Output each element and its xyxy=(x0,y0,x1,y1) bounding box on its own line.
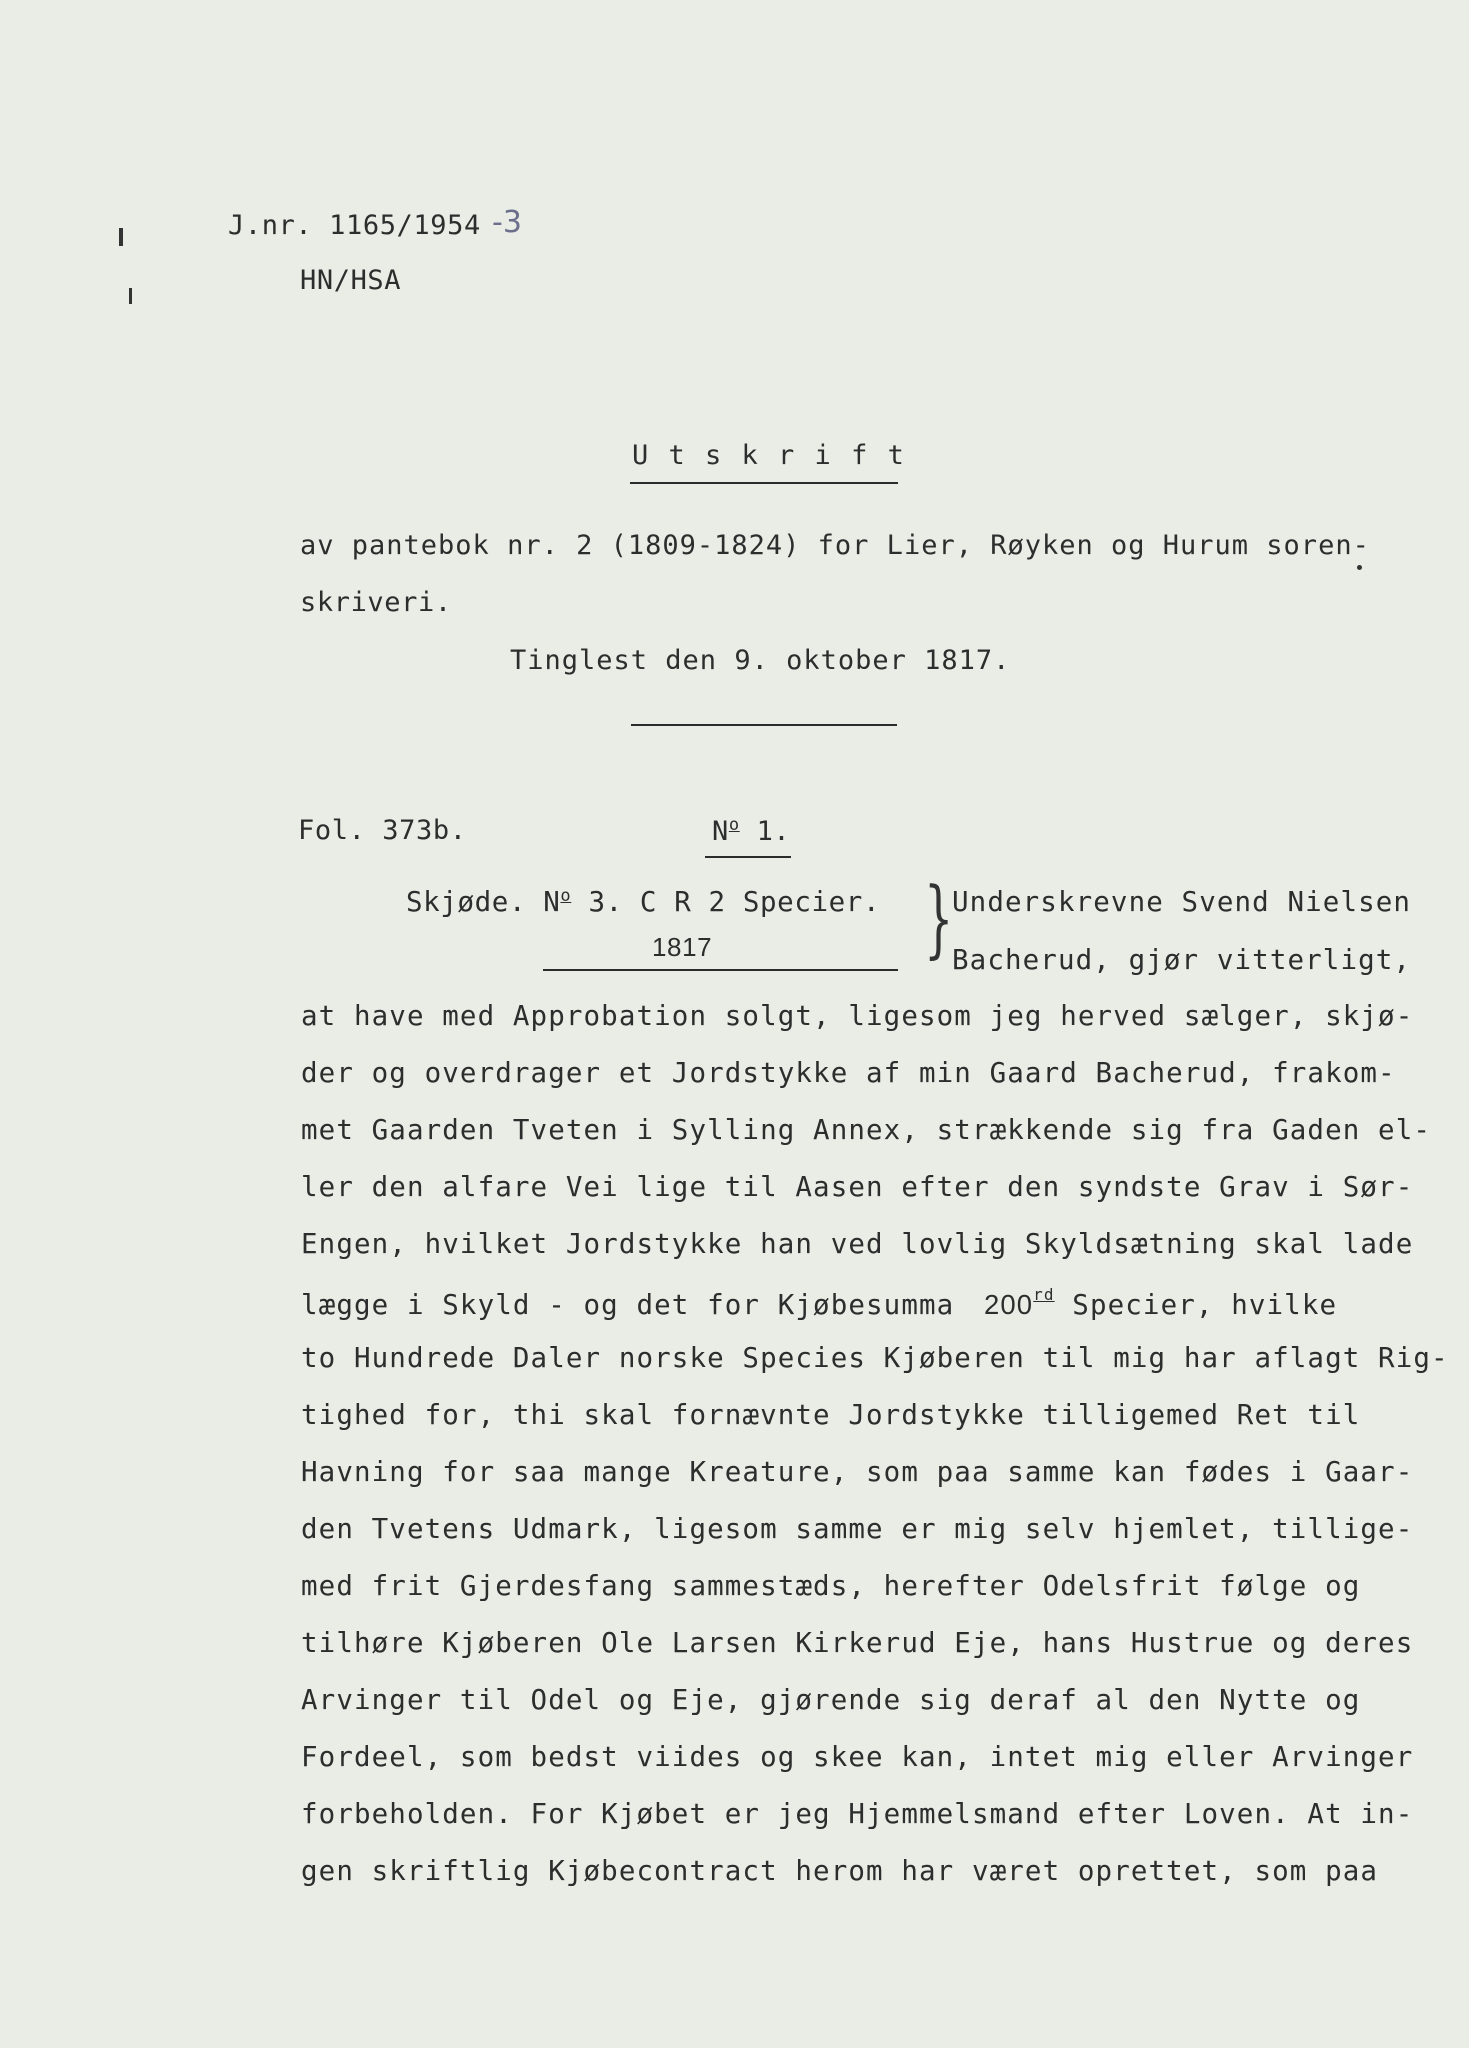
deed-underline xyxy=(543,969,898,971)
amount-value: 200 xyxy=(983,1289,1034,1320)
margin-mark xyxy=(119,228,123,246)
body-line: tilhøre Kjøberen Ole Larsen Kirkerud Eje, hans Hustrue og deres xyxy=(301,1627,1414,1659)
amount-unit-sup: rd xyxy=(1033,1285,1055,1304)
body-line: Engen, hvilket Jordstykke han ved lovlig Skyldsætning skal lade xyxy=(301,1228,1414,1260)
deed-right-line-2: Bacherud, gjør vitterligt, xyxy=(952,944,1412,976)
body-line-amount xyxy=(301,1285,1337,1321)
journal-suffix-handwritten: -3 xyxy=(492,205,522,240)
deed-heading-rest: 3. C R 2 Specier. xyxy=(588,886,881,919)
body-line: to Hundrede Daler norske Species Kjøberen til mig har aflagt Rig- xyxy=(301,1342,1449,1374)
initials: HN/HSA xyxy=(300,265,402,296)
body-line: forbeholden. For Kjøbet er jeg Hjemmelsmand efter Loven. At in- xyxy=(301,1798,1414,1830)
body-line: met Gaarden Tveten i Sylling Annex, strækkende sig fra Gaden el- xyxy=(301,1114,1432,1146)
registered-date: Tinglest den 9. oktober 1817. xyxy=(510,645,1011,676)
body-line: gen skriftlig Kjøbecontract herom har været oprettet, som paa xyxy=(301,1855,1379,1887)
entry-number-prefix: N xyxy=(712,816,729,847)
subtitle-line-1: av pantebok nr. 2 (1809-1824) for Lier, Røyken og Hurum soren- xyxy=(300,530,1370,561)
entry-number xyxy=(712,815,790,847)
amount-after: Specier, hvilke xyxy=(1072,1289,1338,1321)
body-line: ler den alfare Vei lige til Aasen efter den syndste Grav i Sør- xyxy=(301,1171,1414,1203)
curly-brace: } xyxy=(924,869,954,967)
body-line: med frit Gjerdesfang sammestæds, herefter Odelsfrit følge og xyxy=(301,1570,1361,1602)
deed-right-line-1: Underskrevne Svend Nielsen xyxy=(952,886,1412,918)
title-underline xyxy=(630,482,898,484)
margin-mark xyxy=(129,288,132,304)
page-title: U t s k r i f t xyxy=(632,440,906,471)
entry-number-sup: o xyxy=(728,815,740,835)
body-line: Fordeel, som bedst viides og skee kan, intet mig eller Arvinger xyxy=(301,1741,1414,1773)
amount-before: lægge i Skyld - og det for Kjøbesumma xyxy=(301,1289,955,1321)
entry-number-value: 1. xyxy=(756,816,791,847)
section-divider xyxy=(631,724,897,726)
body-line: der og overdrager et Jordstykke af min Gaard Bacherud, frakom- xyxy=(301,1057,1396,1089)
subtitle-line-2: skriveri. xyxy=(300,587,452,618)
deed-heading-sup: o xyxy=(560,886,572,906)
folio: Fol. 373b. xyxy=(298,815,467,846)
deed-year: 1817 xyxy=(652,932,713,962)
deed-heading-label: Skjøde. N xyxy=(406,886,561,919)
body-line: tighed for, thi skal fornævnte Jordstykke tilligemed Ret til xyxy=(301,1399,1361,1431)
body-line: den Tvetens Udmark, ligesom samme er mig selv hjemlet, tillige- xyxy=(301,1513,1414,1545)
body-line: at have med Approbation solgt, ligesom jeg herved sælger, skjø- xyxy=(301,1000,1414,1032)
body-line: Arvinger til Odel og Eje, gjørende sig deraf al den Nytte og xyxy=(301,1684,1361,1716)
deed-heading xyxy=(406,886,880,918)
number-underline xyxy=(705,856,791,858)
ink-dot xyxy=(1357,565,1362,570)
journal-number: J.nr. 1165/1954 xyxy=(228,210,481,241)
body-line: Havning for saa mange Kreature, som paa samme kan fødes i Gaar- xyxy=(301,1456,1414,1488)
